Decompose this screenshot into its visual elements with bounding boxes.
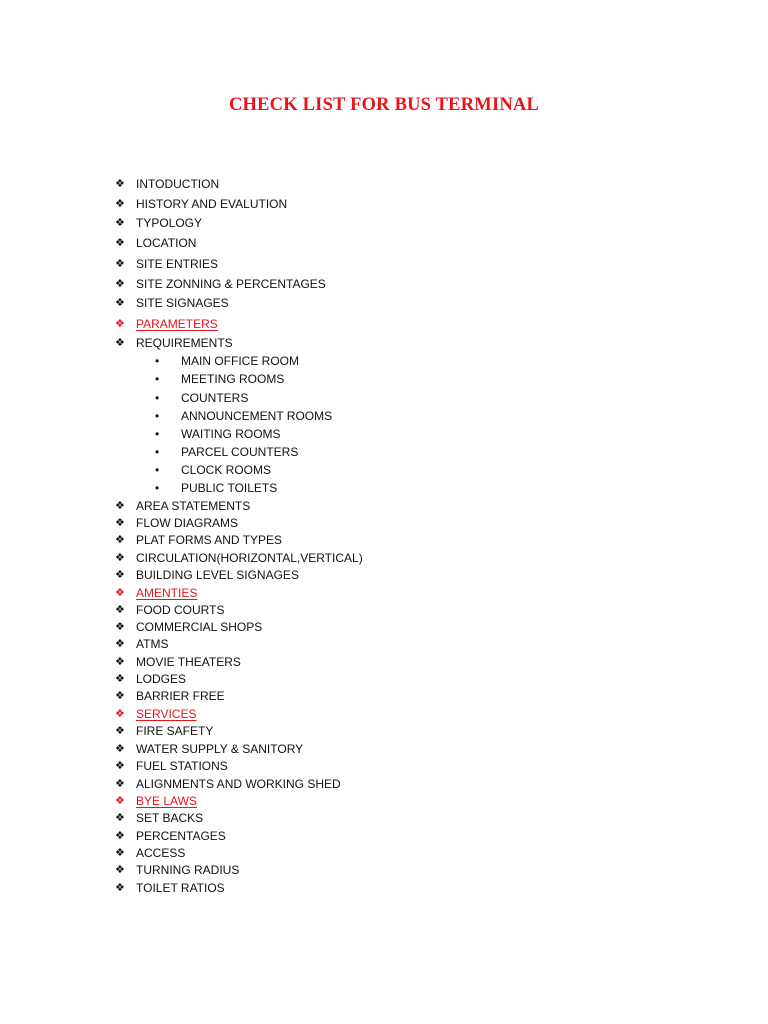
list-item-label: LODGES	[136, 672, 187, 686]
dot-bullet-icon: •	[155, 481, 160, 495]
diamond-bullet-icon: ❖	[115, 708, 125, 720]
diamond-bullet-icon: ❖	[115, 656, 125, 668]
list-item-label: SITE SIGNAGES	[136, 296, 229, 310]
diamond-bullet-icon: ❖	[115, 337, 125, 349]
dot-bullet-icon: •	[155, 354, 160, 368]
list-item-label: ANNOUNCEMENT ROOMS	[181, 409, 333, 423]
list-item-label: ATMS	[136, 637, 169, 651]
list-item-label: MEETING ROOMS	[181, 372, 285, 386]
diamond-bullet-icon: ❖	[115, 178, 125, 190]
dot-bullet-icon: •	[155, 463, 160, 477]
list-item-label: BARRIER FREE	[136, 689, 225, 703]
diamond-bullet-icon: ❖	[115, 258, 125, 270]
list-item-label: REQUIREMENTS	[136, 336, 233, 350]
list-item-label: FIRE SAFETY	[136, 724, 214, 738]
list-item-label: LOCATION	[136, 236, 197, 250]
diamond-bullet-icon: ❖	[115, 725, 125, 737]
list-item-label: FLOW DIAGRAMS	[136, 516, 239, 530]
list-item-label: PARCEL COUNTERS	[181, 445, 299, 459]
diamond-bullet-icon: ❖	[115, 500, 125, 512]
diamond-bullet-icon: ❖	[115, 297, 125, 309]
diamond-bullet-icon: ❖	[115, 517, 125, 529]
diamond-bullet-icon: ❖	[115, 278, 125, 290]
list-item-label: PUBLIC TOILETS	[181, 481, 278, 495]
list-item-label: AREA STATEMENTS	[136, 499, 251, 513]
list-item-label: WAITING ROOMS	[181, 427, 281, 441]
diamond-bullet-icon: ❖	[115, 847, 125, 859]
dot-bullet-icon: •	[155, 391, 160, 405]
dot-bullet-icon: •	[155, 372, 160, 386]
dot-bullet-icon: •	[155, 427, 160, 441]
list-item-label: CLOCK ROOMS	[181, 463, 272, 477]
diamond-bullet-icon: ❖	[115, 795, 125, 807]
list-item-label: SERVICES	[136, 707, 197, 721]
list-item-label: PARAMETERS	[136, 317, 218, 331]
list-item-label: TURNING RADIUS	[136, 863, 240, 877]
list-item-label: HISTORY AND EVALUTION	[136, 197, 288, 211]
dot-bullet-icon: •	[155, 445, 160, 459]
list-item-label: MAIN OFFICE ROOM	[181, 354, 299, 368]
list-item-label: FOOD COURTS	[136, 603, 225, 617]
diamond-bullet-icon: ❖	[115, 569, 125, 581]
list-item-label: BYE LAWS	[136, 794, 197, 808]
diamond-bullet-icon: ❖	[115, 673, 125, 685]
list-item-label: TYPOLOGY	[136, 216, 203, 230]
diamond-bullet-icon: ❖	[115, 812, 125, 824]
list-item-label: WATER SUPPLY & SANITORY	[136, 742, 304, 756]
diamond-bullet-icon: ❖	[115, 534, 125, 546]
diamond-bullet-icon: ❖	[115, 690, 125, 702]
list-item-label: SITE ZONNING & PERCENTAGES	[136, 277, 326, 291]
diamond-bullet-icon: ❖	[115, 760, 125, 772]
list-item-label: COUNTERS	[181, 391, 249, 405]
list-item-label: SITE ENTRIES	[136, 257, 219, 271]
list-item-label: TOILET RATIOS	[136, 881, 225, 895]
diamond-bullet-icon: ❖	[115, 587, 125, 599]
list-item-label: CIRCULATION(HORIZONTAL,VERTICAL)	[136, 551, 363, 565]
diamond-bullet-icon: ❖	[115, 743, 125, 755]
diamond-bullet-icon: ❖	[115, 882, 125, 894]
list-item-label: AMENTIES	[136, 586, 198, 600]
diamond-bullet-icon: ❖	[115, 864, 125, 876]
list-item-label: SET BACKS	[136, 811, 204, 825]
list-item-label: FUEL STATIONS	[136, 759, 228, 773]
list-item-label: ACCESS	[136, 846, 186, 860]
list-item-label: ALIGNMENTS AND WORKING SHED	[136, 777, 341, 791]
list-item-label: PERCENTAGES	[136, 829, 226, 843]
dot-bullet-icon: •	[155, 409, 160, 423]
diamond-bullet-icon: ❖	[115, 318, 125, 330]
diamond-bullet-icon: ❖	[115, 198, 125, 210]
list-item-label: INTODUCTION	[136, 177, 220, 191]
diamond-bullet-icon: ❖	[115, 830, 125, 842]
diamond-bullet-icon: ❖	[115, 237, 125, 249]
list-item-label: PLAT FORMS AND TYPES	[136, 533, 283, 547]
diamond-bullet-icon: ❖	[115, 638, 125, 650]
list-item-label: BUILDING LEVEL SIGNAGES	[136, 568, 299, 582]
diamond-bullet-icon: ❖	[115, 621, 125, 633]
diamond-bullet-icon: ❖	[115, 604, 125, 616]
diamond-bullet-icon: ❖	[115, 217, 125, 229]
page-title: CHECK LIST FOR BUS TERMINAL	[228, 95, 540, 115]
list-item-label: MOVIE THEATERS	[136, 655, 241, 669]
diamond-bullet-icon: ❖	[115, 778, 125, 790]
list-item-label: COMMERCIAL SHOPS	[136, 620, 263, 634]
diamond-bullet-icon: ❖	[115, 552, 125, 564]
